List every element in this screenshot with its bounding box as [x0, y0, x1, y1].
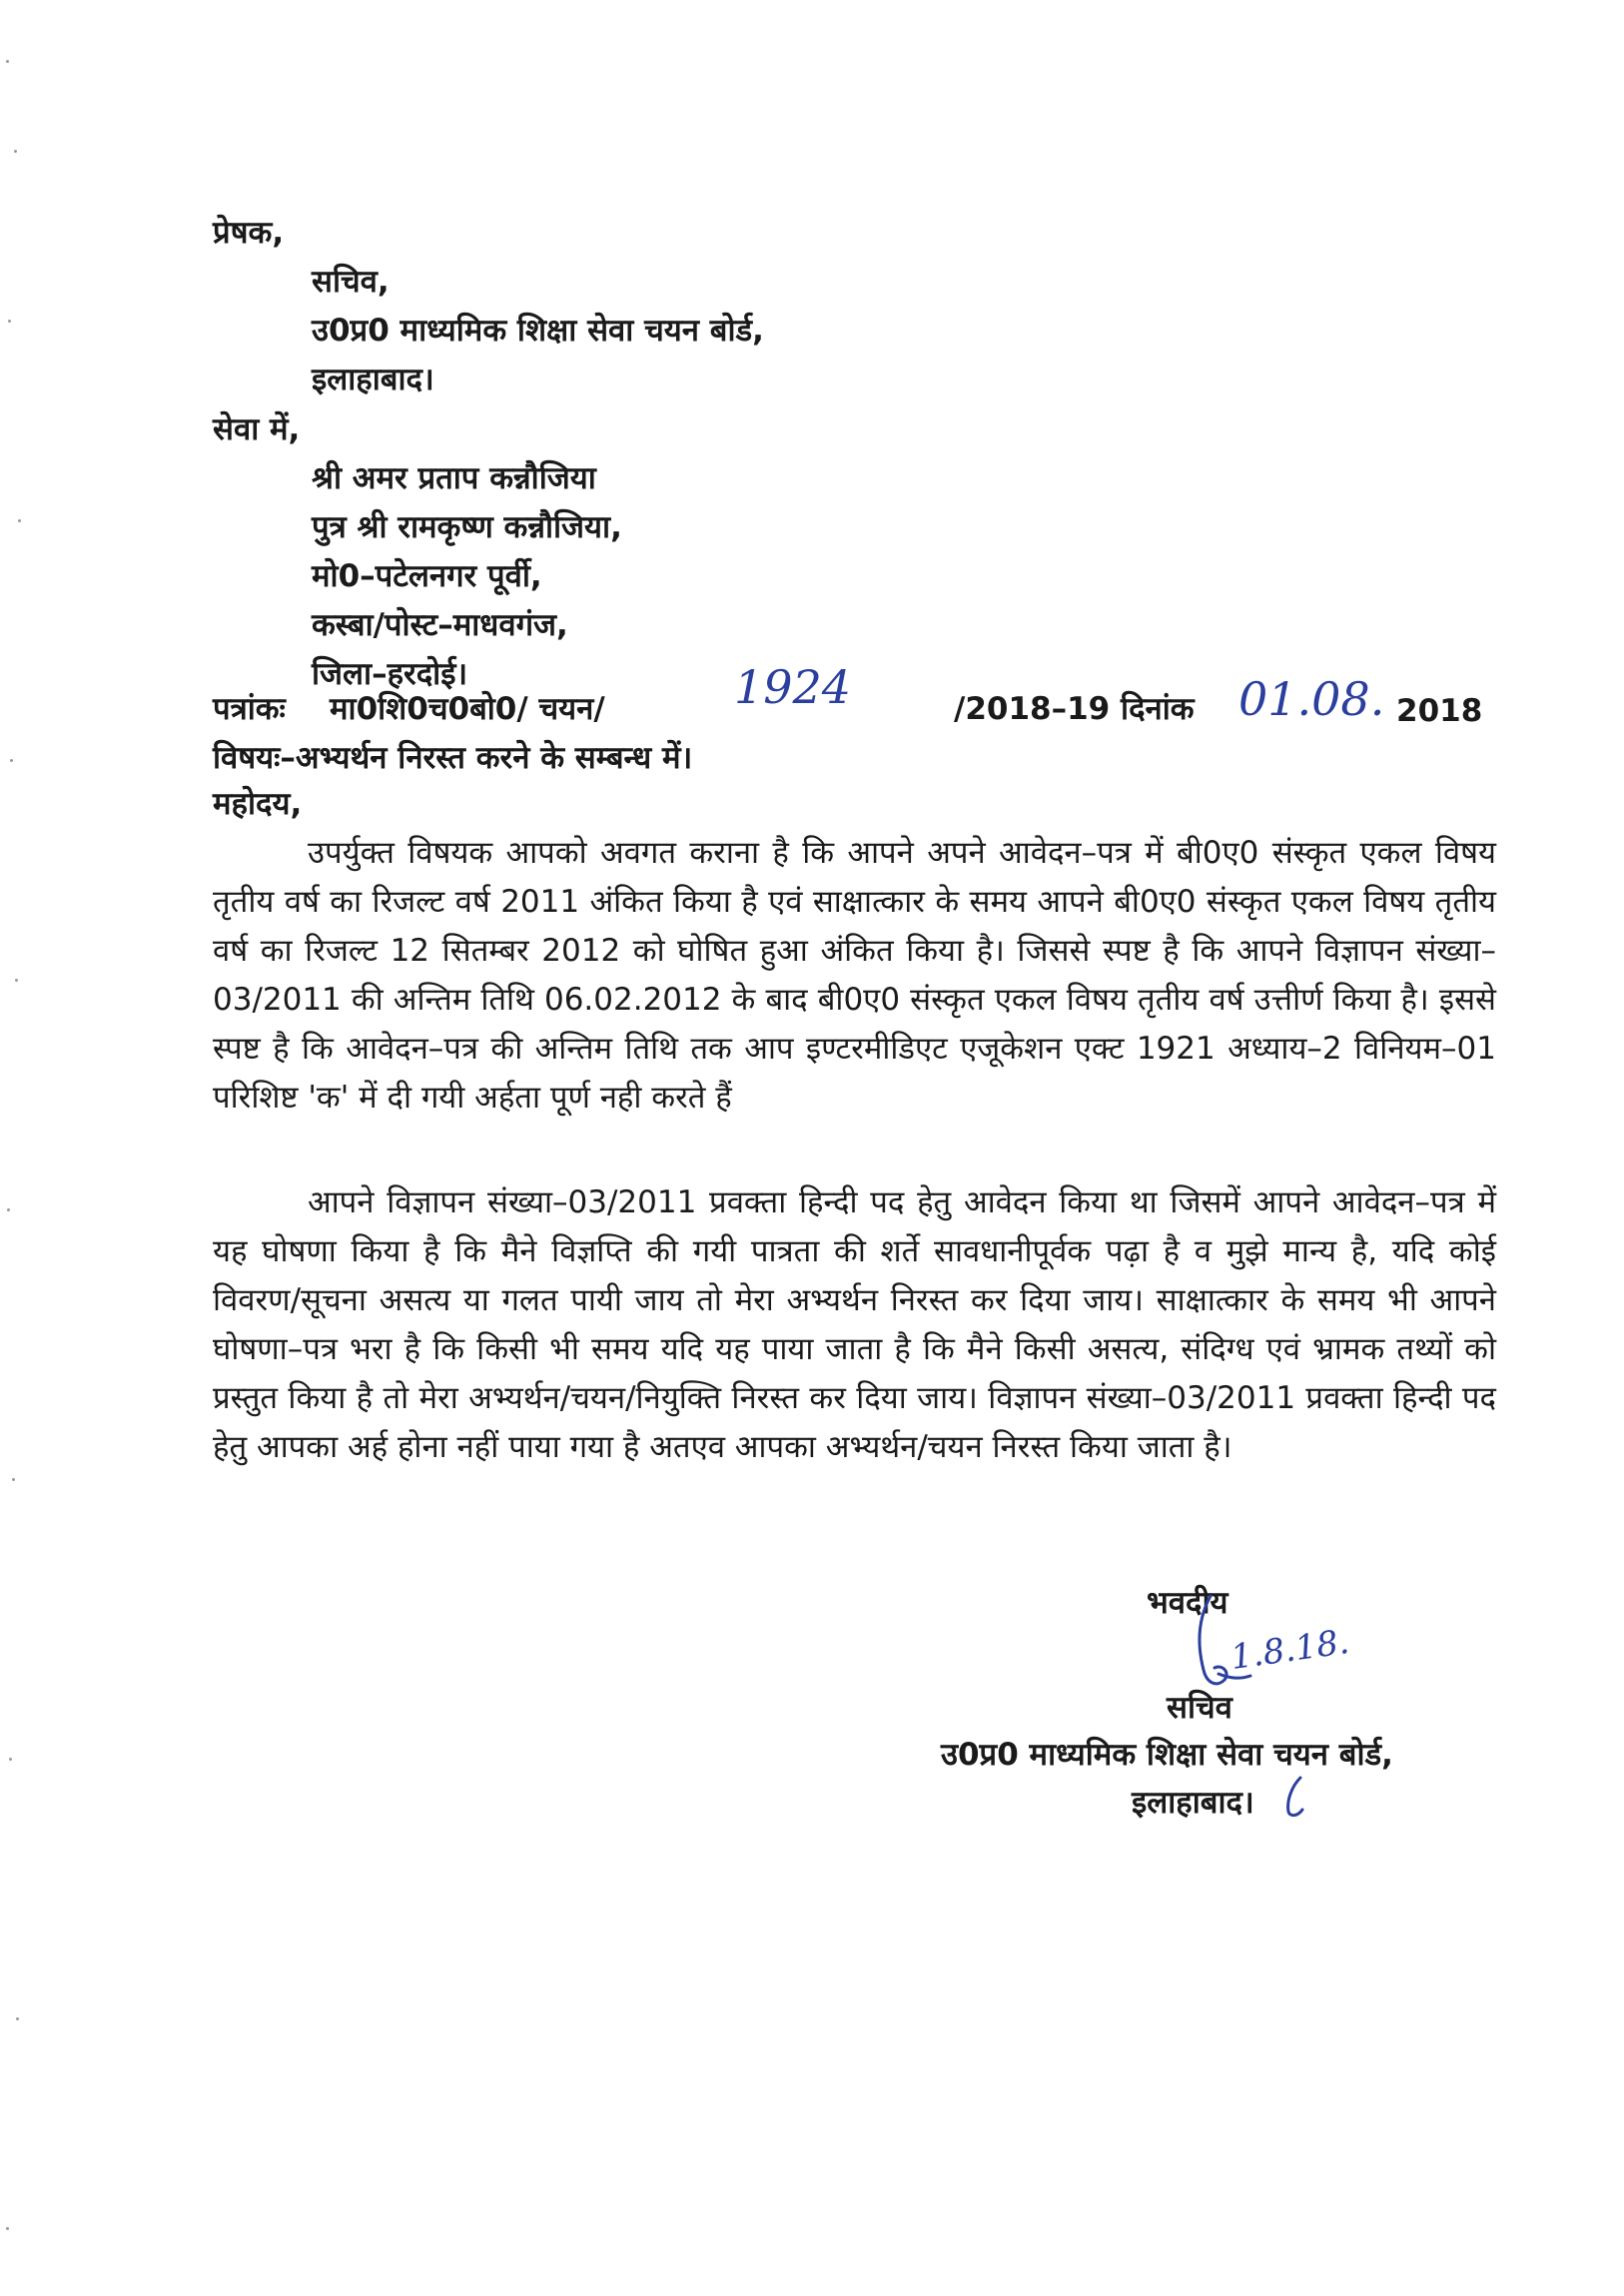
recipient-line-district: जिला–हरदोई।	[312, 656, 468, 692]
sender-line-designation: सचिव,	[312, 264, 390, 300]
recipient-line-name: श्री अमर प्रताप कन्नौजिया	[312, 460, 596, 496]
initials-mark	[1276, 1772, 1316, 1822]
body-paragraph-2: आपने विज्ञापन संख्या–03/2011 प्रवक्ता हिन्दी पद हेतु आवेदन किया था जिसमें आपने आवेदन–पत्र में यह घोषणा किया है कि मैने विज्ञप्ति की गयी पात्रता की शर्ते सावधानीपूर्वक पढ़ा है व मुझे मान्य है, यदि कोई विवरण/सूचना असत्य या गलत पायी जाय तो मेरा अभ्यर्थन निरस्त कर दिया जाय। साक्षात्कार के समय भी आपने घोषणा–पत्र भरा है कि किसी भी समय यदि यह पाया जाता है कि मैने किसी असत्य, संदिग्ध एवं भ्रामक तथ्यों को प्रस्तुत किया है तो मेरा अभ्यर्थन/चयन/नियुक्ति निरस्त कर दिया जाय। विज्ञापन संख्या–03/2011 प्रवक्ता हिन्दी पद हेतु आपका अर्ह होना नहीं पाया गया है अतएव आपका अभ्यर्थन/चयन निरस्त किया जाता है।	[213, 1184, 1496, 1465]
sender-line-board: उ0प्र0 माध्यमिक शिक्षा सेवा चयन बोर्ड,	[312, 313, 764, 349]
sender-line-city: इलाहाबाद।	[312, 362, 434, 397]
ref-label: पत्रांकः	[213, 691, 286, 727]
recipient-line-post: कस्बा/पोस्ट–माधवगंज,	[312, 607, 568, 643]
signatory-city: इलाहाबाद।	[1132, 1785, 1254, 1821]
ref-handwritten-date: 01.08.	[1238, 672, 1385, 726]
ref-year: 2018	[1396, 693, 1483, 729]
ref-handwritten-number: 1924	[734, 660, 852, 714]
body-paragraph-1: उपर्युक्त विषयक आपको अवगत कराना है कि आपने अपने आवेदन–पत्र में बी0ए0 संस्कृत एकल विषय तृतीय वर्ष का रिजल्ट वर्ष 2011 अंकित किया है एवं साक्षात्कार के समय आपने बी0ए0 संस्कृत एकल विषय तृतीय वर्ष का रिजल्ट 12 सितम्बर 2012 को घोषित हुआ अंकित किया है। जिससे स्पष्ट है कि आपने विज्ञापन संख्या–03/2011 की अन्तिम तिथि 06.02.2012 के बाद बी0ए0 संस्कृत एकल विषय तृतीय वर्ष उत्तीर्ण किया है। इससे स्पष्ट है कि आवेदन–पत्र की अन्तिम तिथि तक आप इण्टरमीडिएट एजूकेशन एक्ट 1921 अध्याय–2 विनियम–01 परिशिष्ट 'क' में दी गयी अर्हता पूर्ण नही करते हैं	[213, 835, 1496, 1116]
recipient-line-father: पुत्र श्री रामकृष्ण कन्नौजिया,	[312, 509, 622, 545]
subject-line: विषयः–अभ्यर्थन निरस्त करने के सम्बन्ध में।	[213, 740, 693, 776]
sender-label: प्रेषक,	[213, 215, 285, 251]
ref-suffix: /2018–19 दिनांक	[954, 691, 1195, 727]
salutation: महोदय,	[213, 786, 303, 822]
recipient-line-locality: मो0–पटेलनगर पूर्वी,	[312, 558, 542, 594]
recipient-label: सेवा में,	[213, 411, 301, 447]
signatory-designation: सचिव	[1167, 1690, 1232, 1726]
ref-prefix: मा0शि0च0बो0/ चयन/	[330, 691, 605, 727]
closing: भवदीय	[1147, 1585, 1228, 1621]
signature-date: 1.8.18.	[1227, 1621, 1352, 1679]
scan-edge-dots	[0, 0, 40, 2296]
signatory-board: उ0प्र0 माध्यमिक शिक्षा सेवा चयन बोर्ड,	[941, 1737, 1393, 1773]
